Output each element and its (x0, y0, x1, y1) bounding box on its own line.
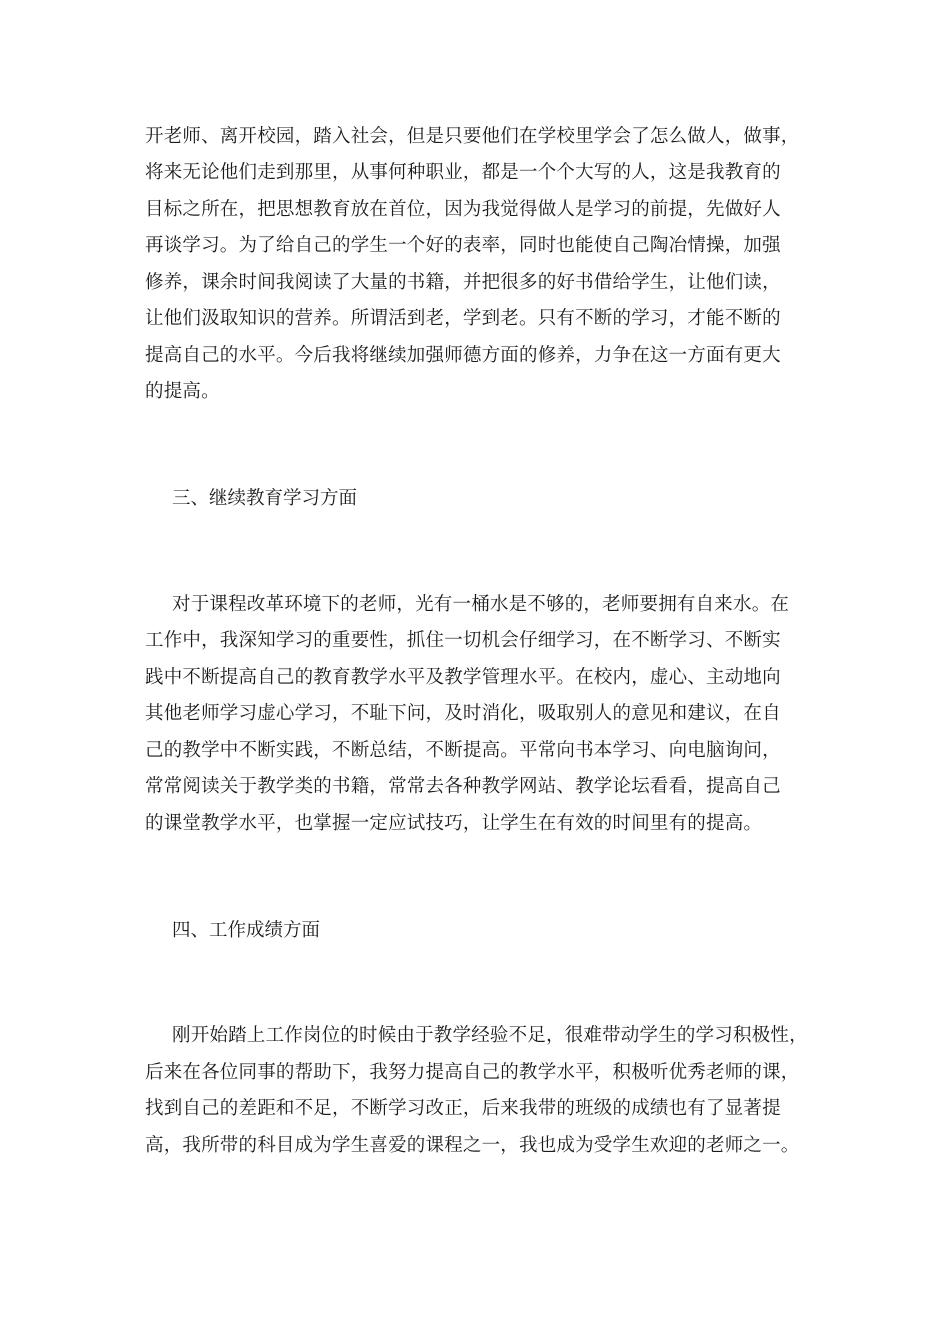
section-3-heading: 三、继续教育学习方面 (172, 488, 358, 509)
paragraph-line: 高，我所带的科目成为学生喜爱的课程之一，我也成为受学生欢迎的老师之一。 (145, 1135, 800, 1156)
paragraph-line: 工作中，我深知学习的重要性，抓住一切机会仔细学习，在不断学习、不断实 (145, 630, 781, 651)
paragraph-line: 刚开始踏上工作岗位的时候由于教学经验不足，很难带动学生的学习积极性， (172, 1025, 808, 1046)
paragraph-line: 对于课程改革环境下的老师，光有一桶水是不够的，老师要拥有自来水。在 (172, 594, 790, 615)
paragraph-line: 的课堂教学水平，也掌握一定应试技巧，让学生在有效的时间里有的提高。 (145, 813, 763, 834)
paragraph-line: 再谈学习。为了给自己的学生一个好的表率，同时也能使自己陶冶情操，加强 (145, 235, 781, 256)
paragraph-line: 将来无论他们走到那里，从事何种职业，都是一个个大写的人，这是我教育的 (145, 162, 781, 183)
paragraph-line: 践中不断提高自己的教育教学水平及教学管理水平。在校内，虚心、主动地向 (145, 667, 781, 688)
paragraph-line: 让他们汲取知识的营养。所谓活到老，学到老。只有不断的学习，才能不断的 (145, 308, 781, 329)
section-4-heading: 四、工作成绩方面 (172, 920, 321, 941)
paragraph-line: 的提高。 (145, 381, 220, 402)
paragraph-line: 找到自己的差距和不足，不断学习改正，后来我带的班级的成绩也有了显著提 (145, 1098, 781, 1119)
paragraph-line: 开老师、离开校园，踏入社会，但是只要他们在学校里学会了怎么做人，做事， (145, 126, 800, 147)
paragraph-line: 目标之所在，把思想教育放在首位，因为我觉得做人是学习的前提，先做好人 (145, 199, 781, 220)
paragraph-line: 己的教学中不断实践，不断总结，不断提高。平常向书本学习、向电脑询问， (145, 740, 781, 761)
paragraph-line: 常常阅读关于教学类的书籍，常常去各种教学网站、教学论坛看看，提高自己 (145, 776, 781, 797)
paragraph-line: 提高自己的水平。今后我将继续加强师德方面的修养，力争在这一方面有更大 (145, 345, 781, 366)
paragraph-line: 修养，课余时间我阅读了大量的书籍，并把很多的好书借给学生，让他们读， (145, 272, 781, 293)
paragraph-line: 后来在各位同事的帮助下，我努力提高自己的教学水平，积极听优秀老师的课， (145, 1062, 800, 1083)
paragraph-line: 其他老师学习虚心学习，不耻下问，及时消化，吸取别人的意见和建议，在自 (145, 703, 781, 724)
